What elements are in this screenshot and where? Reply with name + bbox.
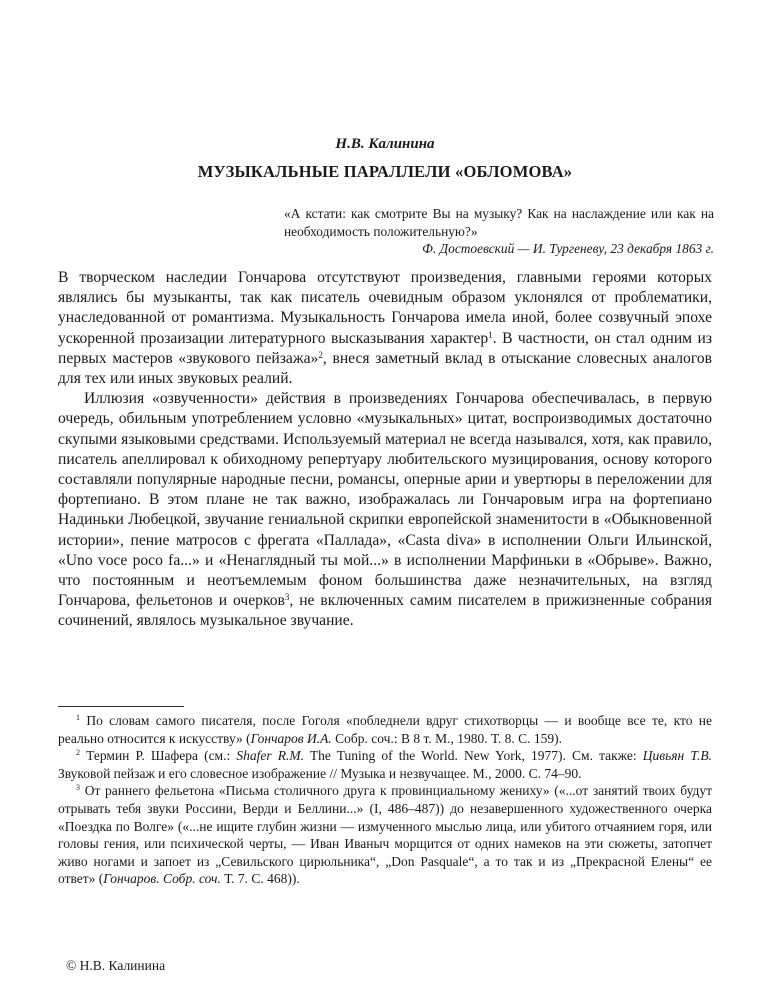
footnote-text: Звуковой пейзаж и его словесное изображение // Музыка и незвучащее. М., 2000. С. 74–90. [58, 765, 582, 781]
copyright-notice: © Н.В. Калинина [66, 958, 166, 973]
footnote-text: Собр. соч.: В 8 т. М., 1980. Т. 8. С. 159). [331, 730, 562, 746]
footnote-ref-3: 3 [284, 592, 290, 603]
article-author: Н.В. Калинина [335, 136, 435, 152]
body-paragraph-1 [58, 268, 712, 389]
body-text: В творческом наследии Гончарова отсутствуют произведения, главными героями которых являлись бы музыканты, так как писатель очевидным образом уклонялся от проблематики, унаследованной от романтизма. Музыкальность Гончарова имела иной, более созвучный эпохе ускоренной прозаизации литературного высказывания характер [58, 269, 712, 347]
article-title: МУЗЫКАЛЬНЫЕ ПАРАЛЛЕЛИ «ОБЛОМОВА» [197, 162, 573, 181]
footnote-separator [58, 706, 184, 707]
footnote-text: По словам самого писателя, после Гоголя «побледнели вдруг стихотворцы — и вообще все те, кто не реально относится к искусству» ( [58, 713, 712, 746]
footnote-text: Т. 7. С. 468)). [220, 871, 300, 887]
footnote-ref-2: 2 [318, 349, 323, 360]
body-text: , внеся заметный вклад в отыскание словесных аналогов для тех или иных звуковых реалий. [58, 349, 712, 388]
footnote-2 [58, 747, 712, 782]
footnote-citation: Гончаров И.А. [250, 730, 332, 746]
body-text: , не включенных самим писателем в прижизненные собрания сочинений, являлось музыкальное звучание. [58, 592, 712, 630]
body-text: . В частности, он стал одним из первых мастеров «звукового пейзажа» [58, 329, 712, 367]
footnote-ref-1: 1 [488, 329, 493, 340]
footnote-text: От раннего фельетона «Письма столичного друга к провинциальному жениху» («...от занятий твоих будут отрывать тебя звуки Россини, Верди и Беллини...» (I, 486–487)) до незавершенного художественного очерка «Поездка по Волге» («...не ищите глубин жизни — измученного мыслью лица, или убитого отчаянием горя, или головы гения, или психической черты, — Иван Иваныч морщится от одних намеков на эти сюжеты, затопчет живо ногами и запоет из „Севильского цирюльника“, „Don Pasquale“, а то так и из „Прекрасной Елены“ ее ответ» ( [58, 783, 712, 887]
footnote-text: Термин Р. Шафера (см.: [86, 748, 237, 764]
epigraph-source: Ф. Достоевский — И. Тургеневу, 23 декабря 1863 г. [422, 241, 714, 256]
epigraph [284, 205, 714, 258]
article-body [58, 268, 712, 632]
footnote-citation: Shafer R.M. [236, 748, 304, 764]
body-text: Иллюзия «озвученности» действия в произведениях Гончарова обеспечивалась, в первую очередь, обильным употреблением условно «музыкальных» цитат, воспроизводимых достаточно скупыми языковыми средствами. Используемый материал не всегда назывался, хотя, как правило, писатель апеллировал к обиходному репертуару любительского музицирования, основу которого составляли популярные народные песни, романсы, оперные арии и увертюры в переложении для фортепиано. В этом плане не так важно, изображалась ли Гончаровым игра на фортепиано Надиньки Любецкой, звучание гениальной скрипки европейской знаменитости в «Обыкновенной истории», пение матросов с фрегата «Паллада», «Casta diva» в исполнении Ольги Ильинской, «Uno voce poco fa...» и «Ненаглядный ты мой...» в исполнении Марфиньки в «Обрыве». Важно, что постоянным и неотъемлемым фоном большинства даже незначительных, на взгляд Гончарова, фельетонов и очерков [58, 390, 712, 610]
footnote-1 [58, 712, 712, 747]
footnote-text: The Tuning of the World. New York, 1977). См. также: [303, 748, 643, 764]
footnote-3 [58, 782, 712, 888]
footnote-number: 3 [76, 783, 80, 793]
article-page [58, 0, 712, 994]
footnotes [58, 712, 712, 888]
footnote-number: 1 [76, 713, 80, 722]
footnote-citation: Цивьян Т.В. [642, 748, 713, 764]
epigraph-quote: «А кстати: как смотрите Вы на музыку? Как на наслаждение или как на необходимость положительную?» [284, 206, 714, 239]
footnote-citation: Гончаров. Собр. соч. [103, 871, 221, 887]
footnote-number: 2 [76, 748, 80, 758]
body-paragraph-2 [58, 389, 712, 631]
